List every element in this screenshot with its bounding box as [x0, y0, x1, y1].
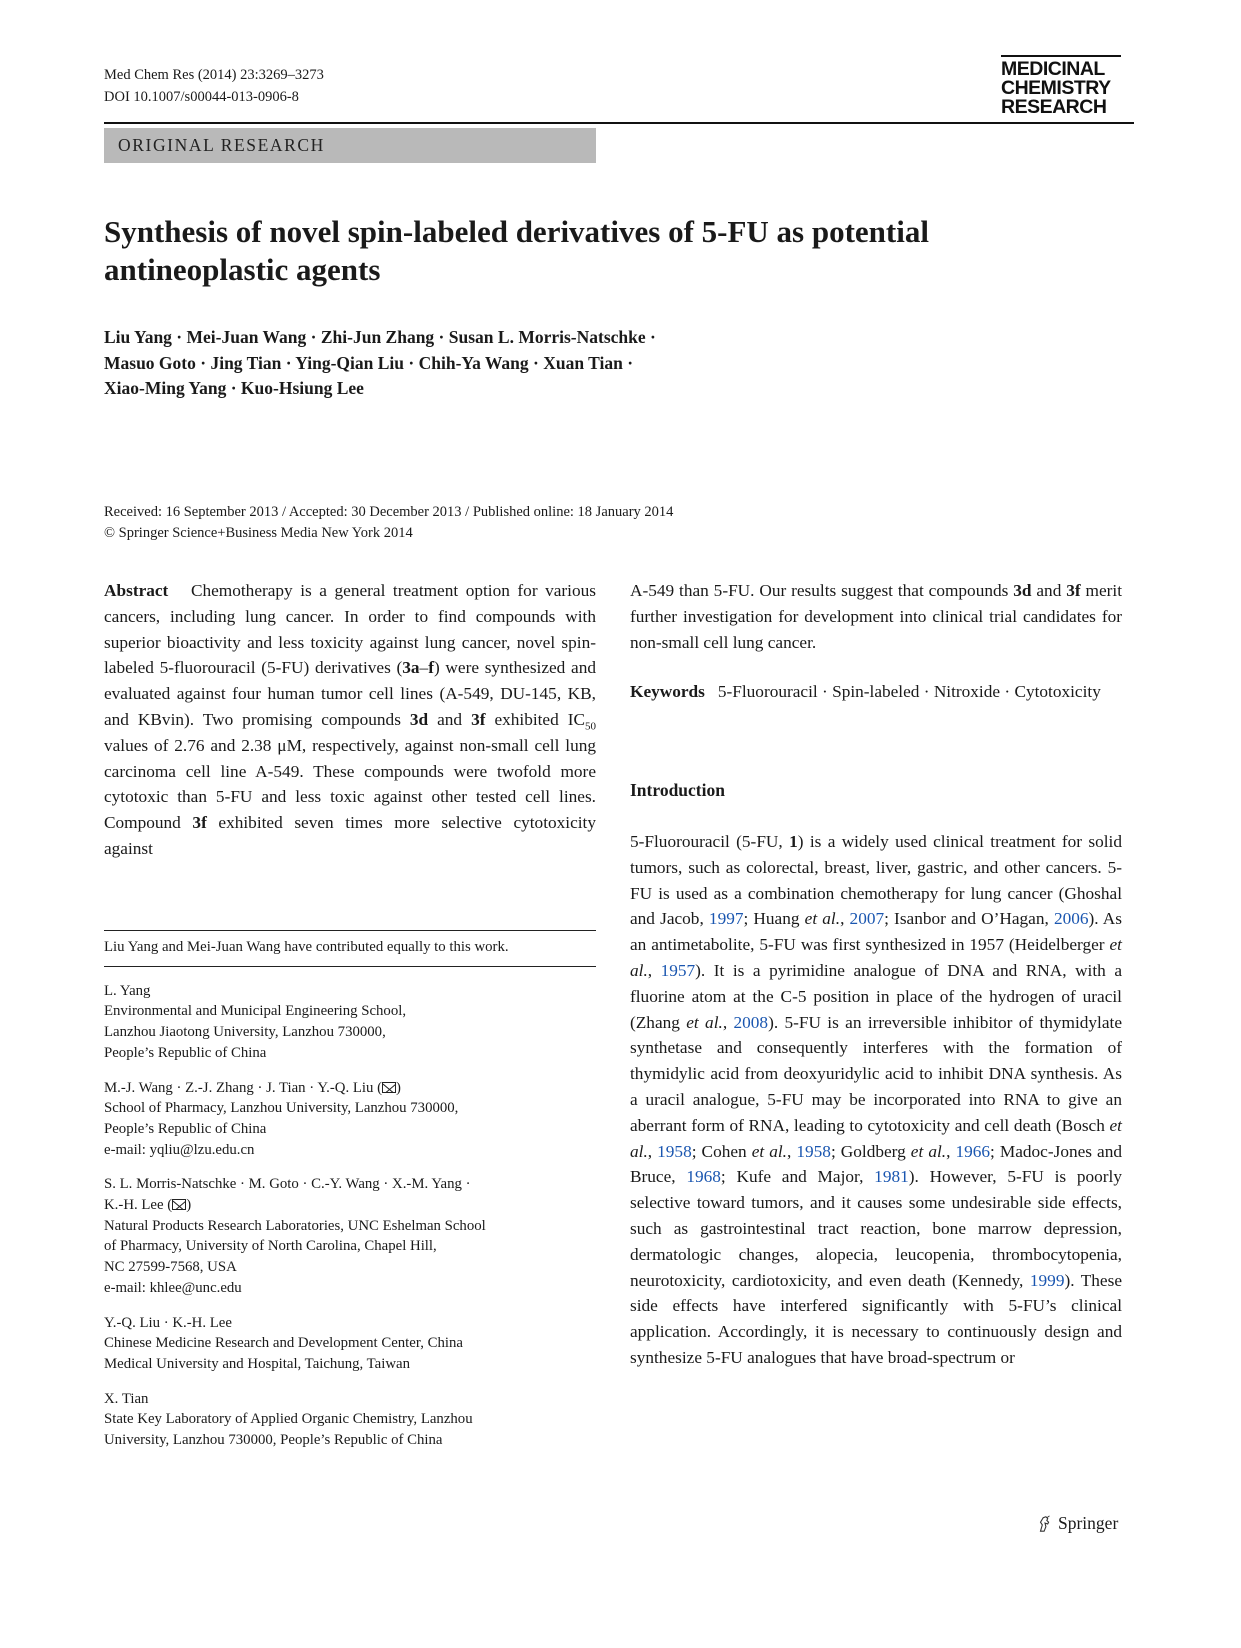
- abstract-span: exhibited IC: [485, 709, 585, 729]
- author-line: Masuo Goto · Jing Tian · Ying-Qian Liu · Chih-Ya Wang · Xuan Tian ·: [104, 352, 634, 373]
- et-al: et al.: [804, 909, 841, 929]
- abstract-span: Chemotherapy is a general treatment option for various cancers, including lung cancer. In order to find compounds with superior bioactivity and less toxicity against lung cancer, novel spin-labeled 5-fluorouracil (5-FU) derivatives (: [104, 581, 596, 678]
- affiliation: [104, 1313, 596, 1375]
- intro-span: ,: [946, 1141, 956, 1161]
- citation-link[interactable]: 1958: [796, 1141, 831, 1161]
- abstract-text: [104, 578, 596, 862]
- envelope-icon[interactable]: [382, 1082, 396, 1093]
- doi[interactable]: DOI 10.1007/s00044-013-0906-8: [104, 89, 299, 105]
- copyright: © Springer Science+Business Media New York 2014: [104, 524, 413, 541]
- keywords: [630, 679, 1122, 705]
- et-al: et al.: [751, 1141, 787, 1161]
- publication-history: [104, 502, 673, 543]
- affiliation: [104, 981, 596, 1064]
- intro-span: ; Goldberg: [830, 1141, 911, 1161]
- citation-link[interactable]: 1958: [657, 1141, 692, 1161]
- affiliation-line: People’s Republic of China: [104, 1044, 267, 1061]
- compound-ref: 3a: [402, 658, 420, 678]
- affiliation-line: Natural Products Research Laboratories, UNC Eshelman School: [104, 1217, 486, 1234]
- footnote-rule: [104, 966, 596, 967]
- abstract-span: A-549 than 5-FU. Our results suggest that compounds: [630, 581, 1014, 600]
- citation-link[interactable]: 2007: [849, 909, 885, 929]
- affiliation-names: M.-J. Wang · Z.-J. Zhang · J. Tian · Y.-Q. Liu (: [104, 1079, 383, 1096]
- publisher-mark: [1036, 1513, 1118, 1534]
- affiliation: [104, 1078, 596, 1161]
- intro-span: 5-Fluorouracil (5-FU,: [630, 831, 790, 851]
- logo-rule: [1001, 55, 1121, 57]
- journal-citation: Med Chem Res (2014) 23:3269–3273: [104, 67, 324, 83]
- intro-span: ; Kufe and Major,: [720, 1167, 875, 1187]
- abstract-span: exhibited seven times more selective cytotoxicity against: [104, 813, 596, 858]
- et-al: et al.: [630, 1115, 1122, 1161]
- email-link[interactable]: e-mail: khlee@unc.edu: [104, 1279, 242, 1296]
- affiliation-names: L. Yang: [104, 982, 151, 999]
- affiliation-line: Chinese Medicine Research and Development Center, China: [104, 1335, 463, 1352]
- compound-ref: 1: [789, 831, 798, 851]
- section-label: ORIGINAL RESEARCH: [104, 128, 596, 163]
- intro-span: ,: [840, 909, 850, 929]
- et-al: et al.: [630, 935, 1122, 980]
- intro-span: ; Huang: [743, 909, 805, 929]
- citation-link[interactable]: 1957: [660, 960, 696, 980]
- header-rule: [104, 122, 1134, 124]
- right-column: [630, 578, 1122, 1371]
- publisher-name: Springer: [1058, 1513, 1119, 1533]
- intro-span: ). However, 5-FU is poorly selective toward tumors, and it causes some undesirable side effects, such as gastrointestinal tract reaction, bone marrow depression, dermatologic changes, alopecia, leucopenia, thrombocytopenia, neurotoxicity, cardiotoxicity, and even death (Kennedy,: [630, 1167, 1122, 1290]
- affiliation-line: People’s Republic of China: [104, 1120, 267, 1137]
- intro-span: ,: [722, 1012, 734, 1032]
- affiliation-line: State Key Laboratory of Applied Organic Chemistry, Lanzhou: [104, 1411, 473, 1428]
- introduction-text: [630, 829, 1122, 1371]
- intro-span: ). As an antimetabolite, 5-FU was first synthesized in 1957 (Heidelberger: [630, 909, 1122, 955]
- affiliation: [104, 1174, 596, 1298]
- journal-logo: [1001, 55, 1121, 117]
- intro-span: ,: [647, 960, 661, 980]
- affiliation-names: Y.-Q. Liu · K.-H. Lee: [104, 1314, 232, 1331]
- affiliation-names: S. L. Morris-Natschke · M. Goto · C.-Y. Wang · X.-M. Yang ·: [104, 1176, 471, 1193]
- affiliation: [104, 1389, 596, 1451]
- affiliation-names: K.-H. Lee (: [104, 1197, 173, 1214]
- abstract-span: ) were synthesized and evaluated against four human tumor cell lines (A-549, DU-145, KB, and KBvin). Two promising compounds: [104, 658, 596, 729]
- abstract-label: Abstract: [104, 581, 169, 600]
- citation-link[interactable]: 1981: [874, 1167, 909, 1187]
- et-al: et al.: [910, 1141, 947, 1161]
- author-list: [104, 325, 1004, 402]
- introduction-heading: Introduction: [630, 780, 725, 801]
- springer-horse-icon: [1036, 1515, 1054, 1533]
- footnote-rule: [104, 930, 596, 931]
- compound-ref: 3d: [409, 709, 429, 729]
- intro-span: ,: [787, 1141, 797, 1161]
- intro-span: ). 5-FU is an irreversible inhibitor of thymidylate synthetase and consequently interferes with the formation of thymidylic acid from deoxyuridylic acid to inhibit DNA synthesis. As a uracil analogue, 5-FU may be incorporated into RNA to give an aberrant form of RNA, leading to cytotoxicity and cell death (Bosch: [630, 1012, 1122, 1135]
- abstract-continued: [630, 578, 1122, 655]
- keywords-list: 5-Fluorouracil · Spin-labeled · Nitroxide · Cytotoxicity: [717, 682, 1101, 702]
- affiliation-names: ): [396, 1079, 401, 1096]
- affiliation-names: ): [186, 1197, 192, 1214]
- affiliation-line: Medical University and Hospital, Taichung, Taiwan: [104, 1355, 410, 1372]
- affiliation-line: Lanzhou Jiaotong University, Lanzhou 730000,: [104, 1024, 386, 1041]
- abstract-span: –: [419, 658, 429, 678]
- citation-link[interactable]: 2006: [1053, 909, 1089, 929]
- intro-span: ; Cohen: [691, 1141, 752, 1161]
- subscript: 50: [585, 720, 596, 733]
- compound-ref: 3f: [1066, 581, 1081, 600]
- keywords-label: Keywords: [630, 682, 705, 702]
- affiliation-line: University, Lanzhou 730000, People’s Republic of China: [104, 1432, 443, 1449]
- author-line: Liu Yang · Mei-Juan Wang · Zhi-Jun Zhang · Susan L. Morris-Natschke ·: [104, 327, 656, 347]
- affiliation-line: Environmental and Municipal Engineering School,: [104, 1003, 407, 1020]
- journal-citation-block: [104, 64, 324, 108]
- abstract-span: and: [428, 709, 472, 729]
- footnotes: [104, 930, 596, 1451]
- citation-link[interactable]: 1966: [955, 1141, 991, 1161]
- abstract-span: merit further investigation for development into clinical trial candidates for non-small cell lung cancer.: [630, 581, 1122, 652]
- citation-link[interactable]: 1968: [686, 1167, 721, 1187]
- article-title: Synthesis of novel spin-labeled derivatives of 5-FU as potential antineoplastic agents: [104, 214, 929, 287]
- logo-line-2: CHEMISTRY: [1001, 77, 1111, 99]
- citation-link[interactable]: 1999: [1029, 1270, 1065, 1290]
- abstract-span: values of 2.76 and 2.38 μM, respectively, against non-small cell lung carcinoma cell line A-549. These compounds were twofold more cytotoxic than 5-FU and less toxic against other tested cell lines. Compound: [104, 735, 596, 833]
- abstract: [104, 578, 596, 862]
- affiliation-line: School of Pharmacy, Lanzhou University, Lanzhou 730000,: [104, 1100, 459, 1117]
- compound-ref: 3d: [1013, 581, 1032, 600]
- intro-span: ; Isanbor and O’Hagan,: [884, 909, 1054, 929]
- affiliation-names: X. Tian: [104, 1390, 149, 1407]
- history-dates: Received: 16 September 2013 / Accepted: 30 December 2013 / Published online: 18 January 2014: [104, 504, 674, 520]
- intro-span: ; Madoc-Jones and Bruce,: [630, 1141, 1123, 1187]
- intro-span: ). These side effects have interfered significantly with 5-FU’s clinical application. Accordingly, it is necessary to continuously design and synthesize 5-FU analogues that have broad-spectrum or: [630, 1270, 1122, 1367]
- affiliation-line: of Pharmacy, University of North Carolina, Chapel Hill,: [104, 1238, 437, 1255]
- affiliation-line: NC 27599-7568, USA: [104, 1259, 237, 1276]
- author-line: Xiao-Ming Yang · Kuo-Hsiung Lee: [104, 378, 364, 398]
- email-link[interactable]: e-mail: yqliu@lzu.edu.cn: [104, 1141, 255, 1158]
- logo-line-1: MEDICINAL: [1001, 58, 1105, 80]
- compound-ref: 3f: [471, 709, 486, 729]
- intro-span: ,: [647, 1141, 658, 1161]
- et-al: et al.: [686, 1012, 723, 1032]
- citation-link[interactable]: 2008: [733, 1012, 769, 1032]
- compound-ref: f: [428, 658, 434, 678]
- intro-span: ). It is a pyrimidine analogue of DNA and RNA, with a fluorine atom at the C-5 position in place of the hydrogen of uracil (Zhang: [630, 960, 1122, 1032]
- envelope-icon[interactable]: [172, 1199, 186, 1210]
- equal-contribution-note: Liu Yang and Mei-Juan Wang have contributed equally to this work.: [104, 939, 509, 955]
- compound-ref: 3f: [192, 813, 207, 833]
- intro-span: ) is a widely used clinical treatment for solid tumors, such as colorectal, breast, liver, gastric, and other cancers. 5-FU is used as a combination chemotherapy for lung cancer (Ghoshal and Jacob,: [630, 831, 1122, 929]
- citation-link[interactable]: 1997: [708, 909, 744, 929]
- logo-line-3: RESEARCH: [1001, 96, 1107, 118]
- abstract-span: and: [1031, 581, 1067, 600]
